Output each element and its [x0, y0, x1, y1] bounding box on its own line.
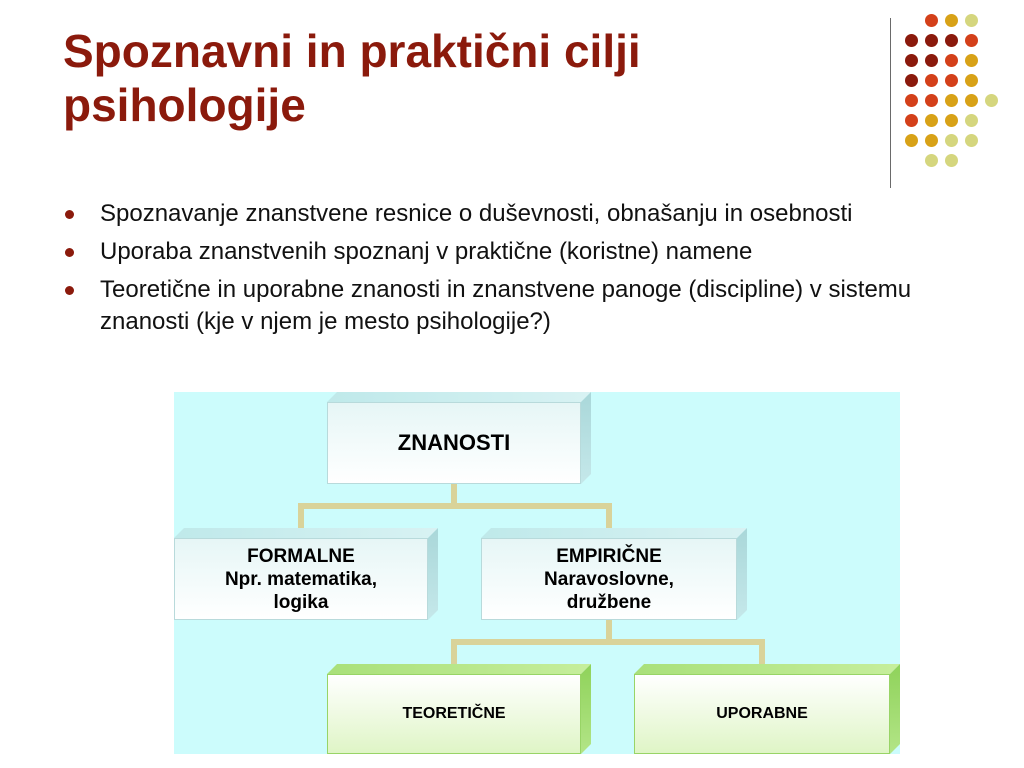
node-formalne-line-3: logika: [273, 591, 329, 613]
node-empiricne-line-2: Naravoslovne,: [544, 568, 674, 590]
decorative-dot-icon: [905, 34, 918, 47]
decorative-dot-icon: [945, 14, 958, 27]
bullet-item: [63, 198, 1003, 230]
decorative-dot-icon: [945, 134, 958, 147]
decorative-dot-icon: [925, 114, 938, 127]
decorative-dot-icon: [945, 94, 958, 107]
decorative-dot-icon: [905, 74, 918, 87]
decorative-dot-icon: [965, 34, 978, 47]
bullet-item: [63, 274, 1003, 338]
vertical-divider: [890, 18, 891, 188]
node-empiricne-line-1: EMPIRIČNE: [556, 545, 662, 567]
decorative-dot-icon: [905, 114, 918, 127]
decorative-dot-icon: [965, 114, 978, 127]
node-empiricne: [481, 528, 747, 620]
decorative-dot-icon: [925, 154, 938, 167]
node-formalne-line-1: FORMALNE: [247, 545, 355, 567]
bullet-item: [63, 236, 1003, 268]
bullet-text: Teoretične in uporabne znanosti in znanstvene panoge (discipline) v sistemu znanosti (kje v njem je mesto psihologije?): [100, 276, 912, 335]
bullet-text: Spoznavanje znanstvene resnice o duševnosti, obnašanju in osebnosti: [100, 200, 853, 227]
node-uporabne-label: UPORABNE: [716, 705, 808, 722]
slide-title: [63, 24, 843, 132]
decorative-dot-icon: [965, 74, 978, 87]
decorative-dot-icon: [925, 134, 938, 147]
node-teoreticne: [327, 664, 591, 754]
decorative-dot-icon: [925, 94, 938, 107]
node-formalne: [174, 528, 438, 620]
bullet-text: Uporaba znanstvenih spoznanj v praktične (koristne) namene: [100, 238, 753, 265]
node-uporabne: [634, 664, 900, 754]
decorative-dot-icon: [905, 54, 918, 67]
decorative-dot-icon: [925, 34, 938, 47]
hierarchy-diagram: [174, 392, 900, 754]
decorative-dot-icon: [945, 54, 958, 67]
decorative-dot-icon: [945, 114, 958, 127]
node-empiricne-line-3: družbene: [566, 591, 652, 613]
title-line-2: psihologije: [63, 79, 306, 131]
decorative-dot-icon: [945, 154, 958, 167]
decorative-dot-icon: [945, 74, 958, 87]
decorative-dot-icon: [925, 14, 938, 27]
bullet-dot-icon: [65, 210, 74, 219]
decorative-dot-icon: [945, 34, 958, 47]
decorative-dot-icon: [905, 94, 918, 107]
decorative-dot-icon: [965, 94, 978, 107]
decorative-dot-icon: [965, 54, 978, 67]
decorative-dot-icon: [925, 54, 938, 67]
decorative-dot-icon: [965, 134, 978, 147]
bullet-list: [63, 198, 1003, 344]
node-znanosti: [327, 392, 591, 484]
decorative-dot-icon: [965, 14, 978, 27]
node-formalne-line-2: Npr. matematika,: [224, 568, 378, 590]
title-line-1: Spoznavni in praktični cilji: [63, 25, 641, 77]
decorative-dot-icon: [985, 94, 998, 107]
decorative-dot-icon: [905, 134, 918, 147]
node-teoreticne-label: TEORETIČNE: [402, 705, 506, 722]
bullet-dot-icon: [65, 248, 74, 257]
bullet-dot-icon: [65, 286, 74, 295]
decorative-dot-grid: [905, 14, 1015, 164]
decorative-dot-icon: [925, 74, 938, 87]
node-znanosti-label: ZNANOSTI: [397, 430, 511, 455]
